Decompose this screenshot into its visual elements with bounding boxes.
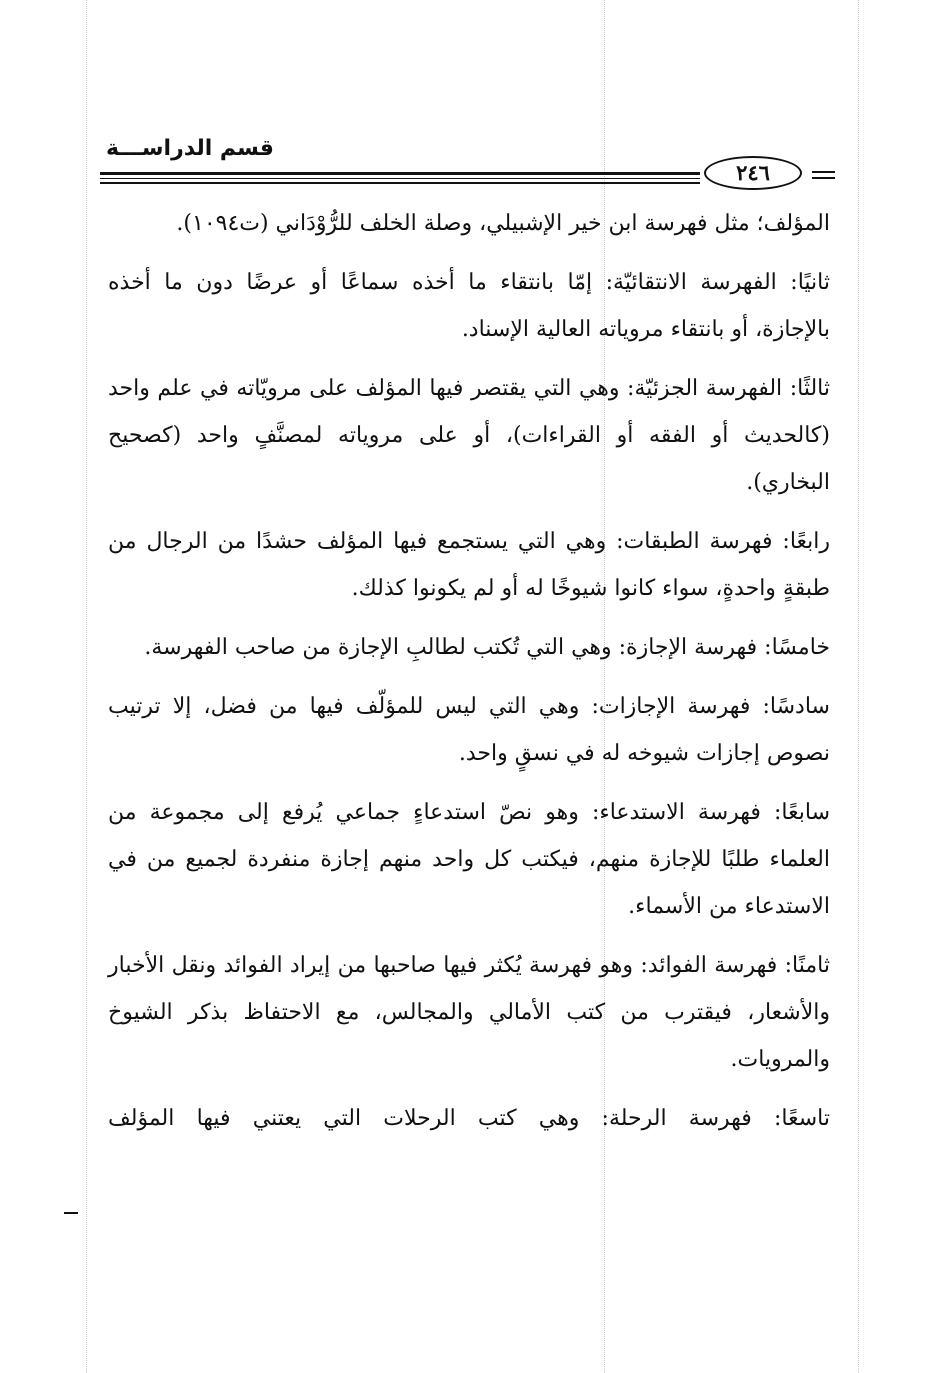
paragraph: رابعًا: فهرسة الطبقات: وهي التي يستجمع فيها المؤلف حشدًا من الرجال من طبقةٍ واحدةٍ، سواء كانوا شيوخًا له أو لم يكونوا كذلك.	[108, 529, 830, 601]
page-header	[100, 128, 835, 188]
paragraph: ثانيًا: الفهرسة الانتقائيّة: إمّا بانتقاء ما أخذه سماعًا أو عرضًا دون ما أخذه بالإجازة، أو بانتقاء مروياته العالية الإسناد.	[108, 270, 830, 342]
header-rule	[812, 171, 835, 173]
body-text	[108, 200, 830, 1154]
header-rule	[812, 177, 835, 179]
paragraph: سادسًا: فهرسة الإجازات: وهي التي ليس للمؤلّف فيها من فضل، إلا ترتيب نصوص إجازات شيوخه له في نسقٍ واحد.	[108, 694, 830, 766]
running-title: قسم الدراســـة	[106, 136, 274, 161]
paragraph: سابعًا: فهرسة الاستدعاء: وهو نصّ استدعاءٍ جماعي يُرفع إلى مجموعة من العلماء طلبًا للإجازة منهم، فيكتب كل واحد منهم إجازة منفردة لجميع من في الاستدعاء من الأسماء.	[108, 800, 830, 919]
scan-guide-line	[86, 0, 87, 1373]
paragraph: ثالثًا: الفهرسة الجزئيّة: وهي التي يقتصر فيها المؤلف على مرويّاته في علم واحد (كالحديث أو الفقه أو القراءات)، أو على مروياته لمصنَّفٍ واحد (كصحيح البخاري).	[108, 376, 830, 495]
paragraph: ثامنًا: فهرسة الفوائد: وهو فهرسة يُكثر فيها صاحبها من إيراد الفوائد ونقل الأخبار والأشعار، فيقترب من كتب الأمالي والمجالس، مع الاحتفاظ بذكر الشيوخ والمرويات.	[108, 953, 830, 1072]
scan-guide-line	[858, 0, 859, 1373]
paragraph: تاسعًا: فهرسة الرحلة: وهي كتب الرحلات التي يعتني فيها المؤلف	[108, 1106, 830, 1131]
paragraph: خامسًا: فهرسة الإجازة: وهي التي تُكتب لطالبِ الإجازة من صاحب الفهرسة.	[144, 635, 830, 660]
page-number: ٢٤٦	[704, 156, 802, 190]
header-rule	[100, 178, 700, 179]
header-rule	[100, 182, 700, 184]
paragraph: المؤلف؛ مثل فهرسة ابن خير الإشبيلي، وصلة الخلف للرُّوْدَاني (ت١٠٩٤).	[176, 211, 830, 236]
margin-mark	[64, 1212, 78, 1214]
header-rule	[100, 172, 700, 175]
